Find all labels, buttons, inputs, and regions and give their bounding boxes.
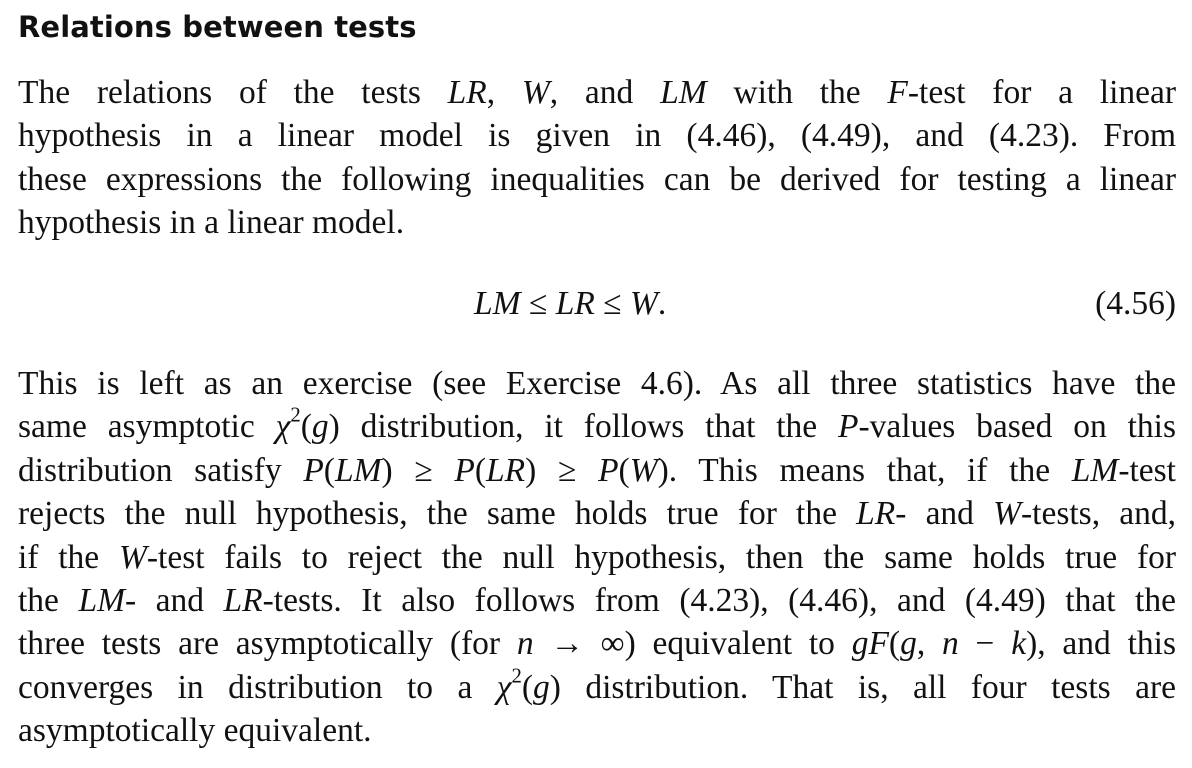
equation-number: (4.56)	[1095, 285, 1176, 322]
text-line: asymptotically equivalent.	[18, 712, 372, 750]
page	[18, 0, 1177, 750]
text-line: hypothesis in a linear model.	[18, 204, 405, 242]
text-line: three tests are asymptotically (for n → ∞) equivalent to gF(g, n − k), and this	[18, 625, 1177, 663]
section-heading: Relations between tests	[18, 10, 417, 44]
display-equation	[18, 281, 1176, 327]
text-line: distribution satisfy P(LM) ≥ P(LR) ≥ P(W). This means that, if the LM-test	[18, 451, 1176, 489]
text-line: these expressions the following inequalities can be derived for testing a linear	[18, 160, 1176, 198]
text-line: hypothesis in a linear model is given in (4.46), (4.49), and (4.23). From	[18, 117, 1176, 155]
text-line: rejects the null hypothesis, the same holds true for the LR- and W-tests, and,	[18, 495, 1176, 533]
paragraph-relations	[18, 71, 1176, 245]
text-line: if the W-test fails to reject the null hypothesis, then the same holds true for	[18, 538, 1176, 576]
paragraph-explanation	[18, 362, 1176, 753]
text-line: the LM- and LR-tests. It also follows from (4.23), (4.46), and (4.49) that the	[18, 582, 1176, 620]
text-line: same asymptotic $\chi^2(g)$ distribution, it follows that the P-values based on this	[18, 403, 1176, 446]
text-line: The relations of the tests LR, W, and LM with the F-test for a linear	[18, 74, 1177, 111]
text-line: This is left as an exercise (see Exercise 4.6). As all three statistics have the	[18, 365, 1176, 402]
equation-expression: LM ≤ LR ≤ W.	[474, 285, 667, 322]
text-line: converges in distribution to a $\chi^2(g)$ distribution. That is, all four tests are	[18, 664, 1176, 706]
